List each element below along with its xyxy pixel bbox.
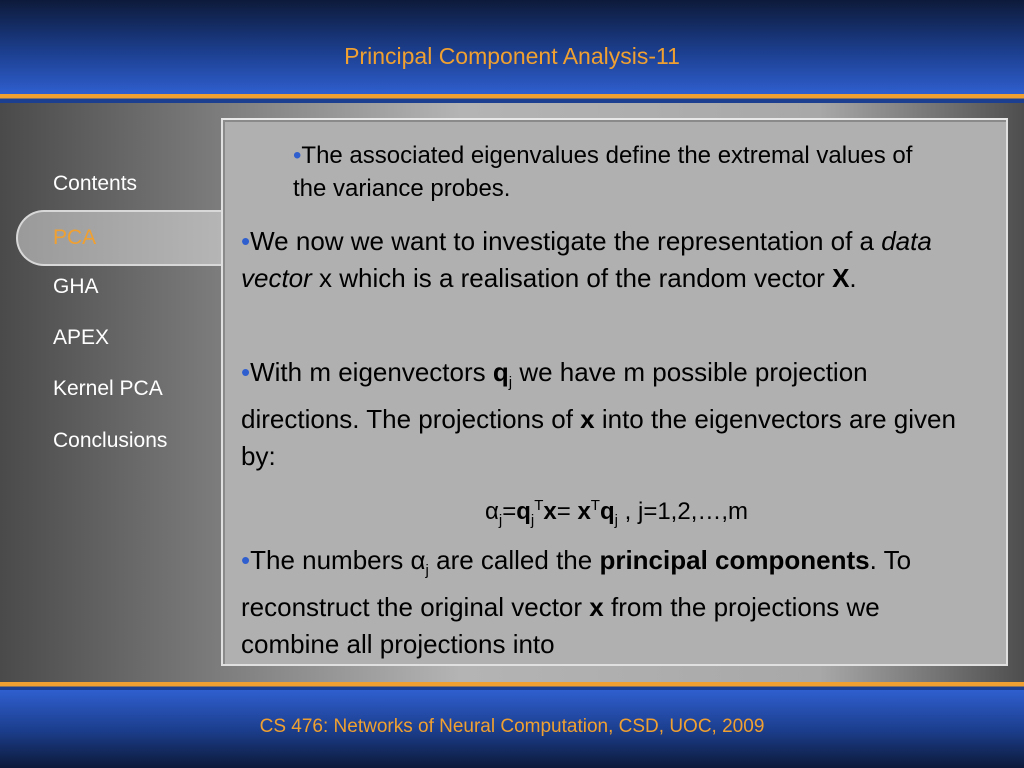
text-italic: data vector (241, 226, 932, 293)
active-tab-highlight (16, 210, 228, 266)
text-bold: x (577, 498, 591, 525)
alpha-symbol: α (484, 498, 499, 525)
footer-text: CS 476: Networks of Neural Computation, CSD, UOC, 2009 (259, 716, 765, 737)
nav-item-conclusions[interactable]: Conclusions (53, 429, 168, 452)
text-bold: principal components (599, 545, 870, 575)
text: . To reconstruct the original vector (241, 545, 912, 623)
nav-item-kernel-pca[interactable]: Kernel PCA (53, 377, 163, 400)
text-bold: x (543, 498, 557, 525)
bullet: • (241, 226, 251, 256)
slide-title: Principal Component Analysis-11 (344, 43, 680, 69)
subscript: j (530, 511, 535, 529)
content-panel (221, 118, 1008, 666)
bullet: • (241, 357, 251, 387)
text: from the projections we combine all projections into (241, 592, 880, 660)
text-bold: X (832, 263, 850, 293)
text: = (502, 498, 517, 525)
alpha-symbol: α (410, 545, 426, 575)
bullet: • (241, 545, 251, 575)
subscript: j (508, 374, 513, 392)
text-bold: x (589, 592, 604, 623)
text: With m eigenvectors (250, 357, 493, 387)
nav-item-apex[interactable]: APEX (53, 326, 110, 349)
slide-header (0, 0, 1024, 95)
nav-item-pca[interactable]: PCA (53, 226, 97, 249)
subscript: j (425, 562, 429, 580)
subscript: j (498, 511, 503, 529)
paragraph-data-vector (241, 223, 971, 297)
text: x which is a realisation of the random vector (311, 263, 833, 293)
projection-formula (223, 490, 1010, 537)
text-bold: q (492, 357, 509, 387)
text-bold: x (580, 404, 595, 435)
paragraph-principal-components (241, 542, 971, 663)
text: We now we want to investigate the representation of a (250, 226, 882, 256)
paragraph-eigenvalues (293, 139, 933, 205)
text: = (556, 498, 578, 525)
paragraph-eigenvectors (241, 354, 971, 475)
text: , j=1,2,…,m (617, 498, 749, 525)
header-divider (0, 94, 1024, 103)
paragraph-text: The associated eigenvalues define the extremal values of the variance probes. (293, 142, 913, 202)
text: . (849, 263, 857, 293)
bullet: • (293, 142, 302, 169)
subscript: j (614, 511, 618, 529)
slide-footer (0, 690, 1024, 768)
text-bold: q (516, 498, 531, 525)
text-bold: q (599, 498, 615, 525)
text: we have m possible projection directions. The projections of (241, 357, 868, 435)
superscript: T (590, 497, 600, 514)
superscript: T (534, 497, 544, 514)
nav-item-gha[interactable]: GHA (53, 275, 99, 298)
text: The numbers (250, 545, 411, 575)
text: into the eigenvectors are given by: (241, 404, 956, 472)
text: are called the (428, 545, 600, 575)
nav-item-contents[interactable]: Contents (53, 172, 138, 195)
